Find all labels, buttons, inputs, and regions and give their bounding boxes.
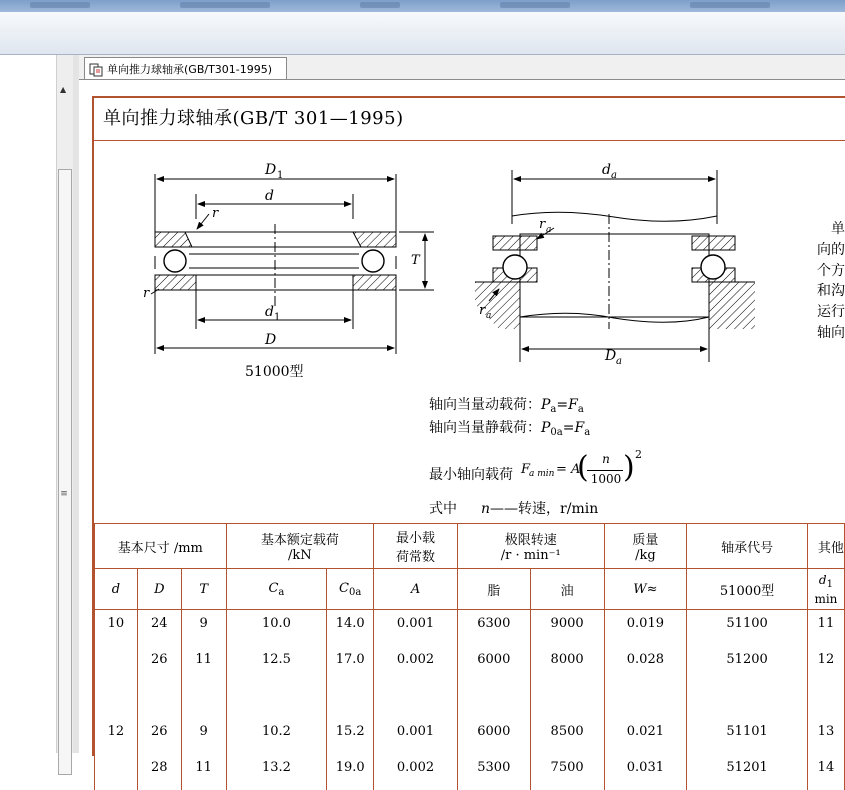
svg-text:a: a <box>486 311 491 321</box>
formula-min-load: 最小轴向载荷 F a min = A ( n 1000 ) 2 <box>429 450 659 490</box>
table-row: 26 11 12.5 17.0 0.002 6000 8000 0.028 51200 12 <box>95 646 845 682</box>
bearing-mounted-right <box>475 162 755 367</box>
formula-static: 轴向当量静载荷：$P_{0a}=F_a$ <box>429 417 590 438</box>
formula-dynamic: 轴向当量动载荷：$P_a=F_a$ <box>429 394 584 415</box>
page-title: 单向推力球轴承(GB/T 301—1995) <box>103 104 404 130</box>
label-Da: D <box>604 348 616 364</box>
label-r-top: r <box>212 206 219 221</box>
scrollbar-grip-icon: ≡ <box>60 492 68 496</box>
svg-text:a: a <box>611 170 617 181</box>
tab-document[interactable] <box>84 57 287 79</box>
bearing-section-left <box>143 162 434 380</box>
bearing-drawing <box>79 144 845 384</box>
label-r-left: r <box>143 286 150 301</box>
table-row: 12 26 9 10.2 15.2 0.001 6000 8500 0.021 51101 13 <box>95 718 845 754</box>
table-group-header: 基本尺寸 /mm 基本额定载荷 /kN 最小载 荷常数 极限转速 /r · min⁻¹ 质量 /kg 轴承代号 其他 <box>95 524 845 569</box>
table-body <box>95 610 845 790</box>
svg-text:1: 1 <box>277 170 283 181</box>
table-row: 28 11 13.2 19.0 0.002 5300 7500 0.031 51201 14 <box>95 754 845 790</box>
label-ra-top: r <box>539 217 546 232</box>
label-d: d <box>265 188 274 204</box>
table-spacer-row <box>95 682 845 718</box>
navigation-pane[interactable] <box>0 55 57 753</box>
label-D1: D <box>264 162 276 178</box>
svg-text:a: a <box>616 356 622 367</box>
formula-where: 式中 n——转速，r/min <box>429 498 598 518</box>
label-da: d <box>602 162 611 178</box>
tab-strip <box>79 55 845 80</box>
figure-caption: 51000型 <box>245 363 304 380</box>
svg-text:a: a <box>546 225 551 235</box>
label-ra-low: r <box>479 303 486 318</box>
scroll-up-arrow-icon[interactable]: ▲ <box>60 85 66 94</box>
label-D: D <box>264 332 276 348</box>
title-divider <box>94 140 845 141</box>
vertical-scrollbar[interactable] <box>56 55 74 753</box>
tab-label: 单向推力球轴承(GB/T301-1995) <box>107 61 272 77</box>
table-row: 10 24 9 10.0 14.0 0.001 6300 9000 0.019 51100 11 <box>95 610 845 647</box>
toolbar <box>0 12 845 55</box>
document-icon <box>89 62 103 76</box>
scrollbar-thumb[interactable] <box>58 169 72 775</box>
label-d1: d <box>265 304 274 320</box>
svg-text:1: 1 <box>274 312 280 323</box>
label-T: T <box>411 253 421 268</box>
table-sub-header: d D T $C_a$ $C_{0a}$ A 脂 油 W≈ 51000型 $d_1$ min <box>95 569 845 610</box>
document-view: 单向推力球轴承(GB/T 301—1995) D 1 d r T r d 1 D 51000型 d a r a r a D a 轴向当量动载荷：$P_a=F_a$ 轴向当量静载荷：$P_{0a}=F_a$ 最小轴向载荷 F a min = A ( n 1000 ) 2 式中 n——转速，r/min 单 向的 个方 和沟 运行 轴向 基本尺寸 /mm 基本额定载荷 /kN 最小载 荷常数 极限转速 /r · min⁻¹ 质量 /kg 轴承代号 其他 d D T $C_a$ $C_{0a}$ A 脂 油 W≈ 51000型 $d_1$ min 10 24 9 10.0 14.0 0.001 6300 9000 0.019 51100 11 26 11 12.5 17.0 0.002 6000 8000 0.028 51200 12 12 26 9 10.2 15.2 0.001 6000 8500 0.021 51101 13 28 11 13.2 19.0 0.002 5300 7500 0.031 51201 14 <box>79 80 845 753</box>
bearing-table <box>94 523 845 790</box>
